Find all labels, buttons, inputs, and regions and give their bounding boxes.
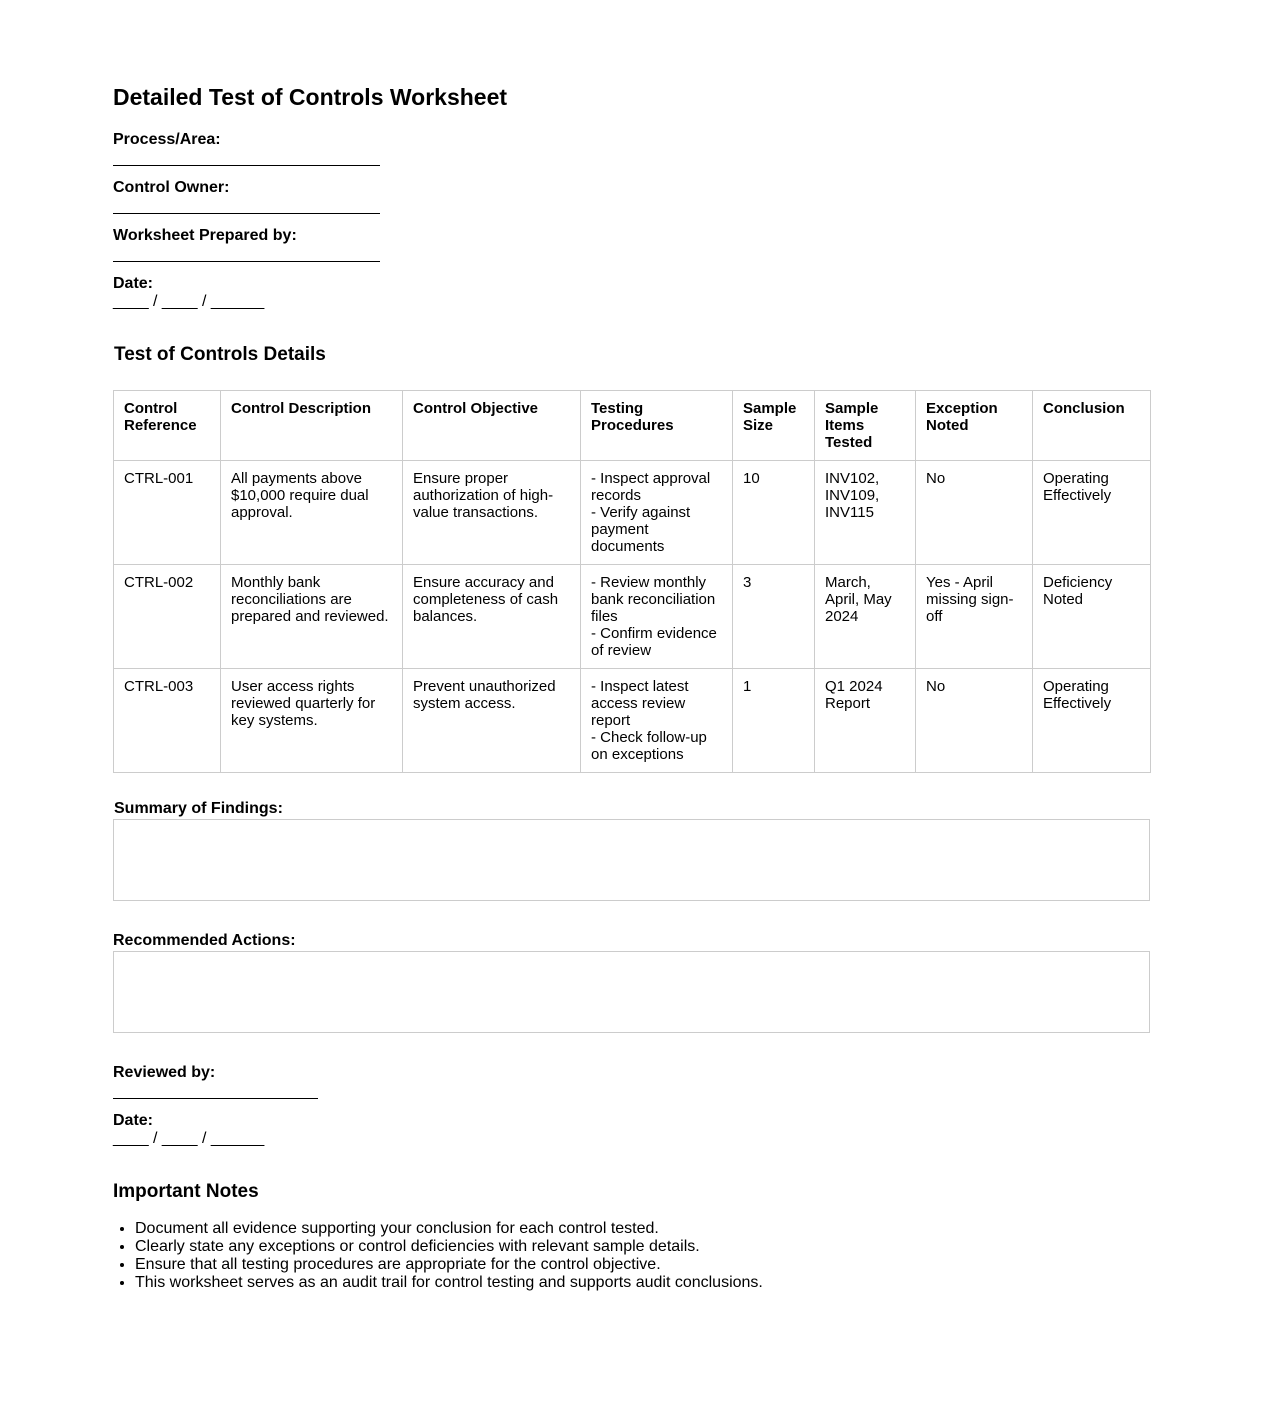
- control-objective-cell: Prevent unauthorized system access.: [403, 669, 581, 773]
- control-description-cell: All payments above $10,000 require dual approval.: [221, 461, 403, 565]
- table-header-row: [114, 391, 1151, 461]
- procedure-step: - Inspect latest access review report: [591, 678, 689, 729]
- control-reference-cell: CTRL-001: [114, 461, 221, 565]
- conclusion-cell: Operating Effectively: [1033, 669, 1151, 773]
- sample-size-cell: 1: [733, 669, 815, 773]
- prepared-by-field[interactable]: [113, 261, 380, 262]
- date-label: Date:: [113, 275, 154, 292]
- header-sample-items-tested: Sample Items Tested: [815, 391, 916, 461]
- prepared-by-label: Worksheet Prepared by:: [113, 227, 297, 244]
- procedure-step: - Inspect approval records: [591, 470, 711, 504]
- conclusion-cell: Operating Effectively: [1033, 461, 1151, 565]
- actions-label: Recommended Actions:: [113, 932, 296, 949]
- review-date-label: Date:: [113, 1112, 154, 1129]
- procedure-step: - Confirm evidence of review: [591, 625, 717, 659]
- table-row: [114, 669, 1151, 773]
- sample-items-cell: Q1 2024 Report: [815, 669, 916, 773]
- header-control-objective: Control Objective: [403, 391, 581, 461]
- procedure-step: - Verify against payment documents: [591, 504, 691, 555]
- exception-noted-cell: Yes - April missing sign-off: [916, 565, 1033, 669]
- control-owner-field[interactable]: [113, 213, 380, 214]
- header-sample-size: Sample Size: [733, 391, 815, 461]
- sample-items-cell: March, April, May 2024: [815, 565, 916, 669]
- list-item: • This worksheet serves as an audit trail for control testing and supports audit conclusions.: [135, 1274, 763, 1292]
- notes-title: Important Notes: [113, 1181, 259, 1202]
- testing-procedures-cell: [581, 565, 733, 669]
- summary-textarea[interactable]: [113, 819, 1150, 901]
- header-testing-procedures: Testing Procedures: [581, 391, 733, 461]
- actions-textarea[interactable]: [113, 951, 1150, 1033]
- process-area-label: Process/Area:: [113, 131, 221, 148]
- sample-size-cell: 3: [733, 565, 815, 669]
- table-row: [114, 565, 1151, 669]
- notes-list: [113, 1220, 763, 1292]
- control-owner-label: Control Owner:: [113, 179, 230, 196]
- sample-size-cell: 10: [733, 461, 815, 565]
- list-item: • Document all evidence supporting your conclusion for each control tested.: [135, 1220, 763, 1238]
- controls-table: [113, 390, 1151, 773]
- control-description-cell: Monthly bank reconciliations are prepared and reviewed.: [221, 565, 403, 669]
- reviewed-by-label: Reviewed by:: [113, 1064, 216, 1081]
- review-date-field[interactable]: ____ / ____ / ______: [113, 1130, 265, 1147]
- procedure-step: - Review monthly bank reconciliation files: [591, 574, 716, 625]
- header-control-description: Control Description: [221, 391, 403, 461]
- header-conclusion: Conclusion: [1033, 391, 1151, 461]
- date-field[interactable]: ____ / ____ / ______: [113, 293, 265, 310]
- control-objective-cell: Ensure proper authorization of high-value transactions.: [403, 461, 581, 565]
- page-title: Detailed Test of Controls Worksheet: [113, 84, 508, 110]
- list-item: • Ensure that all testing procedures are appropriate for the control objective.: [135, 1256, 763, 1274]
- control-objective-cell: Ensure accuracy and completeness of cash balances.: [403, 565, 581, 669]
- reviewed-by-field[interactable]: [113, 1098, 318, 1099]
- testing-procedures-cell: [581, 461, 733, 565]
- sample-items-cell: INV102, INV109, INV115: [815, 461, 916, 565]
- testing-procedures-cell: [581, 669, 733, 773]
- header-exception-noted: Exception Noted: [916, 391, 1033, 461]
- details-section-title: Test of Controls Details: [114, 344, 326, 365]
- control-reference-cell: CTRL-002: [114, 565, 221, 669]
- exception-noted-cell: No: [916, 669, 1033, 773]
- exception-noted-cell: No: [916, 461, 1033, 565]
- list-item: • Clearly state any exceptions or control deficiencies with relevant sample details.: [135, 1238, 763, 1256]
- table-row: [114, 461, 1151, 565]
- header-control-reference: Control Reference: [114, 391, 221, 461]
- process-area-field[interactable]: [113, 165, 380, 166]
- procedure-step: - Check follow-up on exceptions: [591, 729, 707, 763]
- summary-label: Summary of Findings:: [114, 800, 283, 817]
- control-description-cell: User access rights reviewed quarterly for key systems.: [221, 669, 403, 773]
- control-reference-cell: CTRL-003: [114, 669, 221, 773]
- conclusion-cell: Deficiency Noted: [1033, 565, 1151, 669]
